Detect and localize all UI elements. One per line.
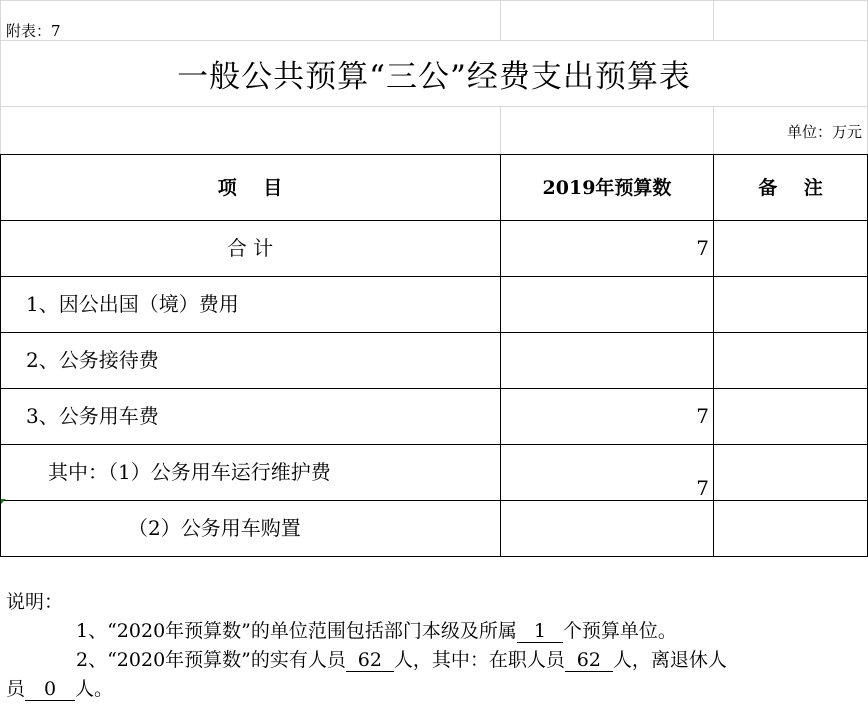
note-text: 2、“2020年预算数”的实有人员 <box>76 649 346 671</box>
table-row-value <box>501 501 709 556</box>
note-line-2 <box>76 646 727 675</box>
count-staff-active: 62 <box>565 649 613 672</box>
table-row-label: 其中：（1）公务用车运行维护费 <box>48 460 331 484</box>
unit-label: 单位：万元 <box>786 123 862 141</box>
count-staff-total: 62 <box>346 649 394 672</box>
table-row-label: 1、因公出国（境）费用 <box>26 292 239 316</box>
note-text: 人。 <box>75 678 114 700</box>
count-units: 1 <box>517 620 563 643</box>
note-text: 1、“2020年预算数”的单位范围包括部门本级及所属 <box>76 620 517 642</box>
column-header-remark: 备 注 <box>758 177 823 199</box>
note-text: 个预算单位。 <box>562 620 677 642</box>
table-row-label: 3、公务用车费 <box>26 404 159 428</box>
table-row-label: 2、公务接待费 <box>26 348 159 372</box>
column-header-budget: 2019年预算数 <box>542 177 672 199</box>
cell-comment-marker <box>1 499 6 504</box>
table-row-value-total: 7 <box>696 236 709 260</box>
gridline <box>0 106 868 107</box>
table-row-value: 7 <box>696 404 709 428</box>
note-line-3 <box>6 675 113 704</box>
table-row-value <box>501 333 709 388</box>
note-text: 人，其中：在职人员 <box>393 649 565 671</box>
appendix-label: 附表：7 <box>6 22 61 40</box>
gridline <box>0 0 868 1</box>
table-row-label: （2）公务用车购置 <box>128 516 301 540</box>
gridline <box>713 0 714 40</box>
gridline <box>500 0 501 40</box>
gridline <box>500 106 501 154</box>
table-row-value: 7 <box>696 476 709 500</box>
page-title: 一般公共预算“三公”经费支出预算表 <box>177 59 691 95</box>
gridline <box>713 106 714 154</box>
column-header-item: 项 目 <box>217 177 283 199</box>
note-text: 员 <box>6 678 26 700</box>
note-line-1 <box>76 617 677 646</box>
notes-heading: 说明： <box>6 591 64 613</box>
table-row-label-total: 合 计 <box>226 236 274 260</box>
table-row-value <box>501 277 709 332</box>
count-staff-retired: 0 <box>25 678 75 701</box>
gridline <box>0 40 868 41</box>
note-text: 人，离退休人 <box>612 649 727 671</box>
